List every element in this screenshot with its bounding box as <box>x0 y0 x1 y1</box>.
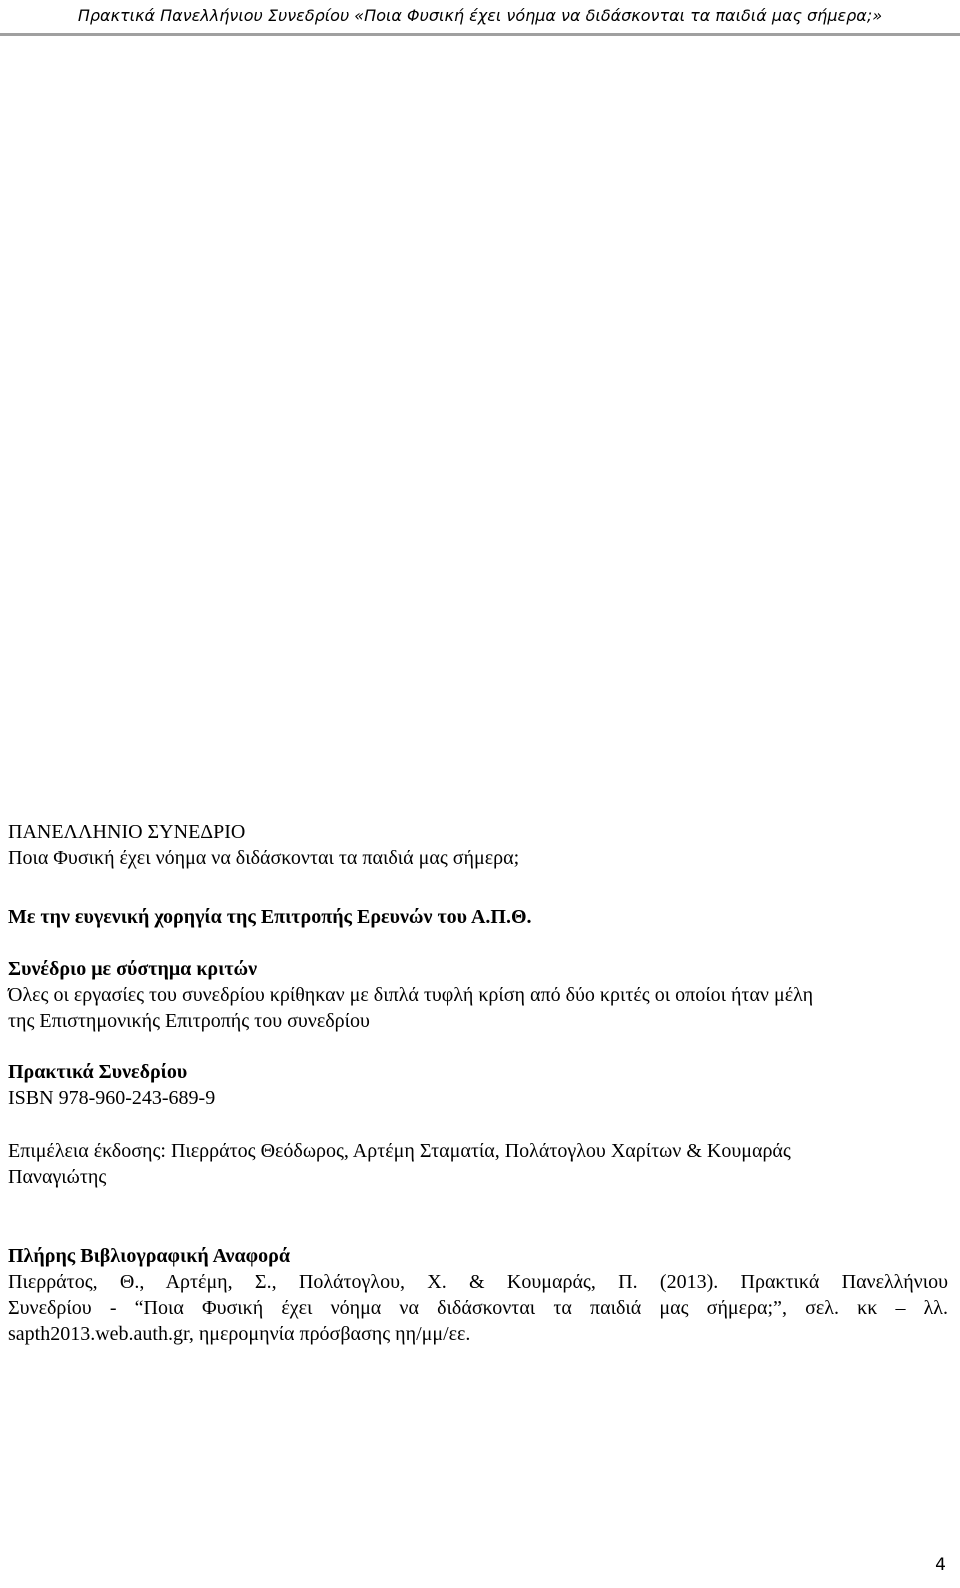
review-block <box>8 956 948 1034</box>
editors-line-1: Επιμέλεια έκδοσης: Πιερράτος Θεόδωρος, Αρτέμη Σταματία, Πολάτογλου Χαρίτων & Κουμαράς <box>8 1140 791 1162</box>
page-number: 4 <box>935 1555 946 1575</box>
citation-line-1: Πιερράτος, Θ., Αρτέμη, Σ., Πολάτογλου, Χ. & Κουμαράς, Π. (2013). Πρακτικά Πανελλήνιου <box>8 1271 948 1293</box>
proceedings-heading: Πρακτικά Συνεδρίου <box>8 1061 188 1083</box>
review-text-line-1: Όλες οι εργασίες του συνεδρίου κρίθηκαν με διπλά τυφλή κρίση από δύο κριτές οι οποίοι ήταν μέλη <box>8 984 814 1006</box>
running-header <box>0 0 960 36</box>
citation-heading: Πλήρης Βιβλιογραφική Αναφορά <box>8 1245 291 1267</box>
running-header-title: Πρακτικά Πανελλήνιου Συνεδρίου «Ποια Φυσική έχει νόημα να διδάσκονται τα παιδιά μας σήμερα;» <box>77 6 883 25</box>
conference-name: ΠΑΝΕΛΛΗΝΙΟ ΣΥΝΕΔΡΙΟ <box>8 821 246 843</box>
conference-block <box>8 819 948 871</box>
citation-line-3: sapth2013.web.auth.gr, ημερομηνία πρόσβασης ηη/μμ/εε. <box>8 1323 471 1345</box>
citation-block <box>8 1243 948 1347</box>
citation-line-2: Συνεδρίου - “Ποια Φυσική έχει νόημα να διδάσκονται τα παιδιά μας σήμερα;”, σελ. κκ – λλ. <box>8 1297 948 1319</box>
proceedings-block <box>8 1059 948 1111</box>
review-heading: Συνέδριο με σύστημα κριτών <box>8 958 258 980</box>
sponsorship-note: Με την ευγενική χορηγία της Επιτροπής Ερευνών του Α.Π.Θ. <box>8 906 532 928</box>
conference-theme: Ποια Φυσική έχει νόημα να διδάσκονται τα παιδιά μας σήμερα; <box>8 847 520 869</box>
editors-block <box>8 1138 948 1190</box>
review-text-line-2: της Επιστημονικής Επιτροπής του συνεδρίου <box>8 1010 370 1032</box>
editors-line-2: Παναγιώτης <box>8 1166 107 1188</box>
sponsorship-block <box>8 904 948 930</box>
isbn: ISBN 978-960-243-689-9 <box>8 1087 216 1109</box>
